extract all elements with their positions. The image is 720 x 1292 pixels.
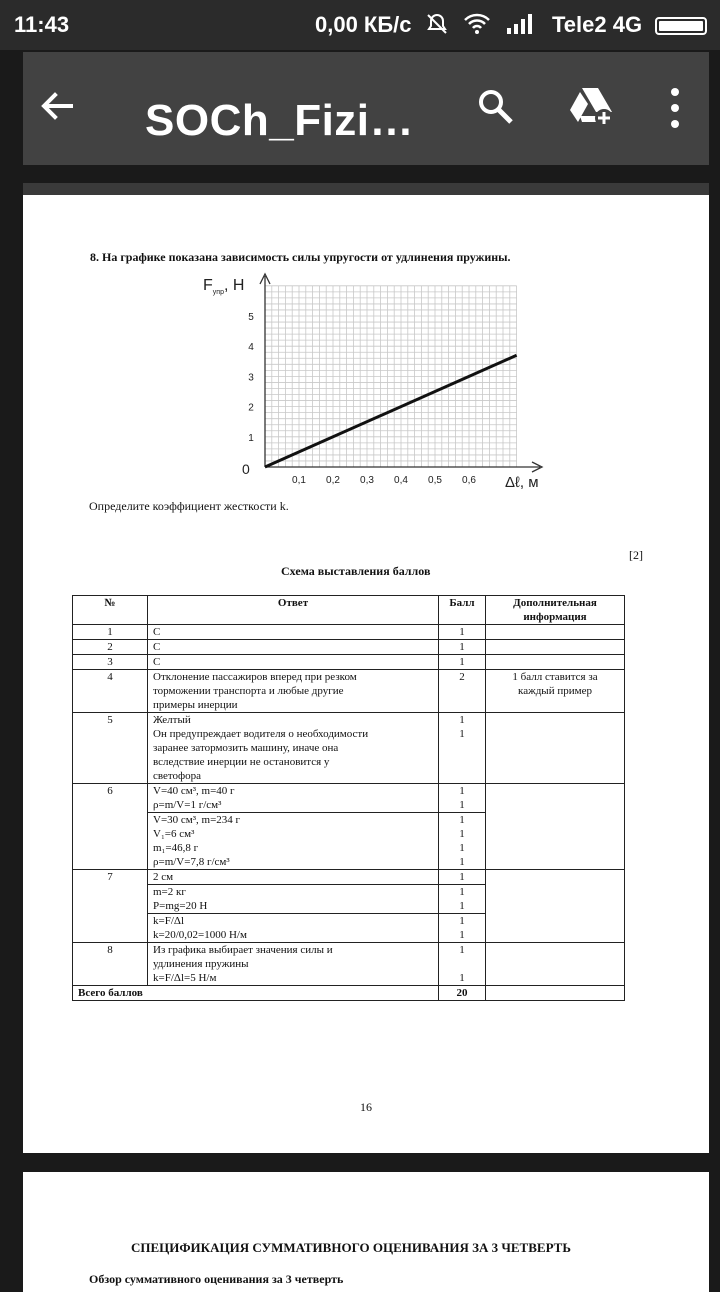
battery-icon xyxy=(655,17,707,35)
x-tick-label: 0,2 xyxy=(326,475,340,486)
y-tick-label: 4 xyxy=(248,342,254,354)
x-tick-label: 0,6 xyxy=(462,475,476,486)
x-axis-label: Δℓ, м xyxy=(505,474,539,491)
app-toolbar xyxy=(23,52,709,165)
x-tick-label: 0,5 xyxy=(428,475,442,486)
back-arrow-icon[interactable] xyxy=(37,86,77,126)
carrier-label: Tele2 4G xyxy=(552,12,643,37)
header-num: № xyxy=(73,596,148,625)
document-title: SOCh_Fizi… xyxy=(145,96,415,145)
total-row xyxy=(73,986,625,1001)
y-tick-label: 3 xyxy=(248,372,254,384)
status-bar xyxy=(0,0,720,50)
clock: 11:43 xyxy=(14,12,70,37)
table-row: 7 2 см 1 xyxy=(73,870,625,885)
series-line xyxy=(265,355,517,467)
next-page-heading: СПЕЦИФИКАЦИЯ СУММАТИВНОГО ОЦЕНИВАНИЯ ЗА 3 ЧЕТВЕРТЬ xyxy=(131,1240,571,1255)
origin-label: 0 xyxy=(242,461,250,477)
question-points: [2] xyxy=(629,548,643,562)
next-page-overview: Обзор суммативного оценивания за 3 четверть xyxy=(89,1272,344,1286)
table-header-row xyxy=(73,596,625,625)
x-tick-label: 0,4 xyxy=(394,475,408,486)
page-separator xyxy=(23,183,709,195)
page-number: 16 xyxy=(360,1100,372,1114)
table-row: 8 Из графика выбирает значения силы и удлинения пружины k=F/Δl=5 Н/м 1 1 xyxy=(73,943,625,986)
header-score: Балл xyxy=(439,596,486,625)
pdf-page xyxy=(23,195,709,1153)
table-row: m=2 кг P=mg=20 Н 1 1 xyxy=(73,885,625,914)
network-speed: 0,00 КБ/с xyxy=(315,12,412,37)
scheme-title: Схема выставления баллов xyxy=(281,564,431,578)
x-tick-label: 0,1 xyxy=(292,475,306,486)
total-label: Всего баллов xyxy=(73,986,439,1001)
more-options-icon[interactable] xyxy=(665,86,685,130)
x-tick-label: 0,3 xyxy=(360,475,374,486)
question-8-text: 8. На графике показана зависимость силы упругости от удлинения пружины. xyxy=(90,250,511,264)
wifi-icon xyxy=(463,12,491,36)
total-value: 20 xyxy=(439,986,486,1001)
y-tick-label: 1 xyxy=(248,432,254,444)
header-answer: Ответ xyxy=(148,596,439,625)
table-row: 3 C 1 xyxy=(73,655,625,670)
table-row: 2 C 1 xyxy=(73,640,625,655)
table-row: 1 C 1 xyxy=(73,625,625,640)
search-icon[interactable] xyxy=(475,86,515,126)
y-tick-label: 2 xyxy=(248,402,254,414)
table-row: k=F/Δl k=20/0,02=1000 Н/м 1 1 xyxy=(73,914,625,943)
table-row: 6 V=40 см³, m=40 г ρ=m/V=1 г/см³ 1 1 xyxy=(73,784,625,813)
mute-icon xyxy=(425,12,449,36)
force-extension-graph xyxy=(190,270,560,495)
table-row: V=30 см³, m=234 г V₁=6 см³ m₁=46,8 г ρ=m/V=7,8 г/см³ 1 1 1 1 xyxy=(73,813,625,870)
y-tick-label: 5 xyxy=(248,312,254,323)
header-extra: Дополнительная информация xyxy=(486,596,625,625)
signal-icon xyxy=(505,13,535,35)
table-row: 5 Желтый Он предупреждает водителя о необходимости заранее затормозить машину, иначе она вследствие инерции не остановится у светофора 1 1 xyxy=(73,713,625,784)
pdf-page-next xyxy=(23,1172,709,1292)
table-row: 4 Отклонение пассажиров вперед при резком торможении транспорта и любые другие примеры инерции 2 1 балл ставится за каждый пример xyxy=(73,670,625,713)
question-8-task: Определите коэффициент жесткости k. xyxy=(89,499,289,513)
add-to-drive-icon[interactable] xyxy=(568,84,614,128)
y-axis-label: $F_{упр}$, Н xyxy=(203,277,245,296)
scoring-table xyxy=(72,595,625,1001)
